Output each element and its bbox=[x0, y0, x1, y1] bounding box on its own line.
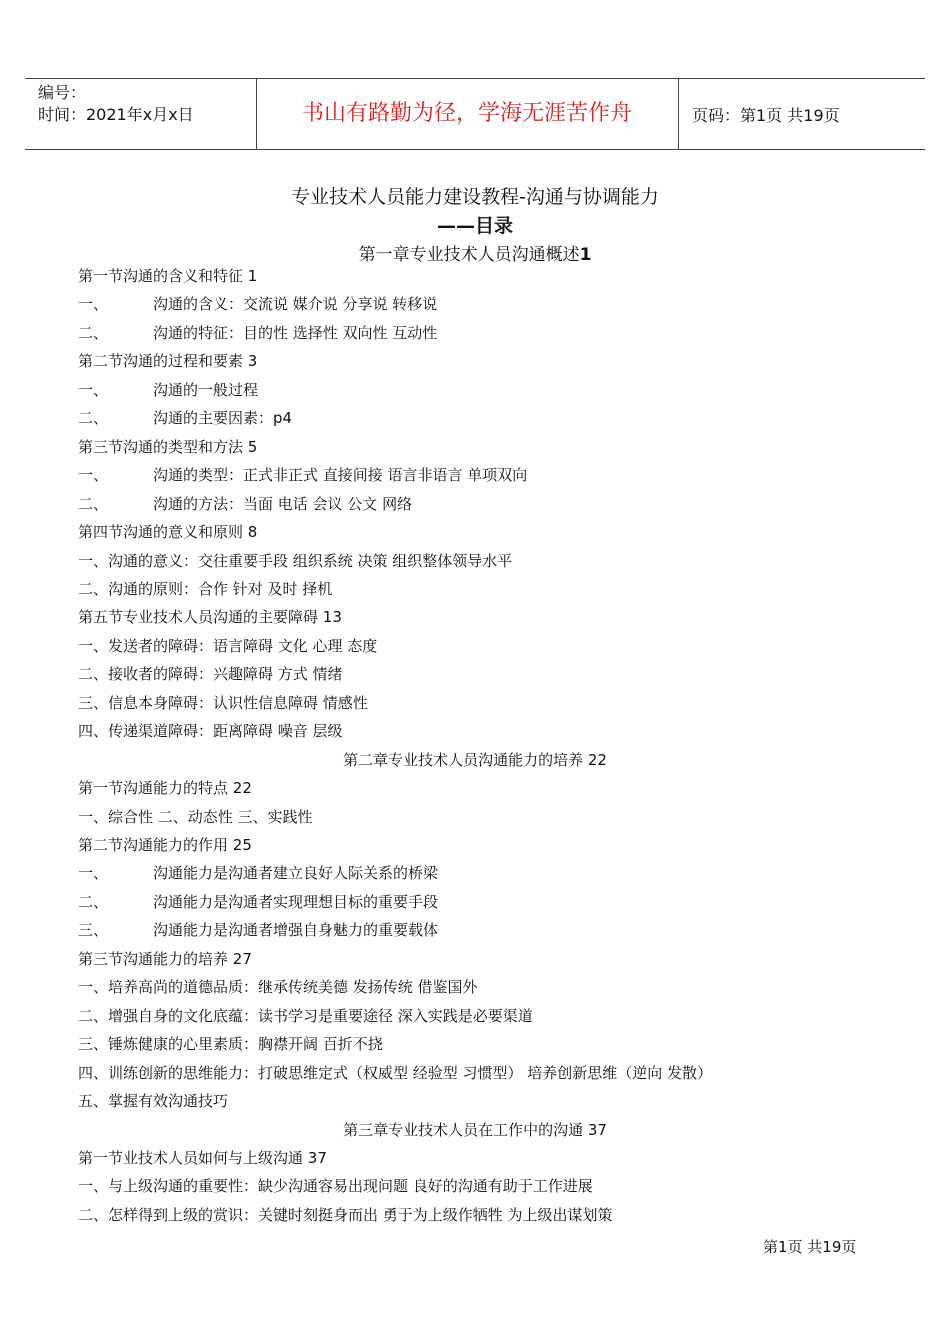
toc-item-number: 二、 bbox=[78, 324, 109, 342]
document-subtitle: ——目录 bbox=[436, 215, 513, 237]
toc-item-text: 沟通能力是沟通者建立良好人际关系的桥梁 bbox=[153, 864, 439, 882]
header-number-label: 编号： bbox=[38, 83, 87, 102]
toc-line: 一、沟通的意义：交往重要手段 组织系统 决策 组织整体领导水平 bbox=[78, 552, 513, 570]
toc-line: 三、信息本身障碍：认识性信息障碍 情感性 bbox=[78, 694, 368, 712]
toc-line: 二、怎样得到上级的赏识：关键时刻挺身而出 勇于为上级作牺牲 为上级出谋划策 bbox=[78, 1206, 613, 1224]
toc-line: 一、与上级沟通的重要性：缺少沟通容易出现问题 良好的沟通有助于工作进展 bbox=[78, 1177, 593, 1195]
toc-line: 一、发送者的障碍：语言障碍 文化 心理 态度 bbox=[78, 637, 378, 655]
toc-item bbox=[78, 465, 527, 485]
toc-item-number: 一、 bbox=[78, 295, 109, 313]
toc-item-text: 沟通的特征：目的性 选择性 双向性 互动性 bbox=[153, 324, 438, 342]
toc-item-text: 沟通的含义：交流说 媒介说 分享说 转移说 bbox=[153, 295, 438, 313]
toc-line: 第四节沟通的意义和原则 8 bbox=[78, 523, 258, 541]
toc-line: 五、掌握有效沟通技巧 bbox=[78, 1092, 229, 1110]
toc-item-text: 沟通能力是沟通者增强自身魅力的重要载体 bbox=[153, 921, 439, 939]
toc-item bbox=[78, 408, 292, 428]
chapter-1-page: 1 bbox=[579, 245, 592, 265]
toc-line: 二、接收者的障碍：兴趣障碍 方式 情绪 bbox=[78, 665, 343, 683]
toc-line: 第三节沟通能力的培养 27 bbox=[78, 950, 252, 968]
toc-line: 一、培养高尚的道德品质：继承传统美德 发扬传统 借鉴国外 bbox=[78, 978, 478, 996]
toc-line: 四、训练创新的思维能力：打破思维定式（权威型 经验型 习惯型） 培养创新思维（逆向 发散） bbox=[78, 1064, 713, 1082]
chapter-1-title: 第一章专业技术人员沟通概述 bbox=[358, 245, 580, 265]
header-motto: 书山有路勤为径，学海无涯苦作舟 bbox=[301, 101, 632, 126]
toc-item-text: 沟通的一般过程 bbox=[153, 381, 259, 399]
toc-line: 第一节沟通能力的特点 22 bbox=[78, 779, 252, 797]
toc-item-number: 一、 bbox=[78, 466, 109, 484]
toc-line: 二、沟通的原则：合作 针对 及时 择机 bbox=[78, 580, 333, 598]
chapter-heading: 第二章专业技术人员沟通能力的培养 22 bbox=[343, 751, 607, 769]
toc-item bbox=[78, 323, 437, 343]
toc-item bbox=[78, 892, 438, 912]
toc-item bbox=[78, 920, 438, 940]
header-time-label: 时间：2021年x月x日 bbox=[38, 105, 194, 124]
toc-line: 第五节专业技术人员沟通的主要障碍 13 bbox=[78, 608, 342, 626]
header-bottom-rule bbox=[25, 149, 925, 150]
toc-item-number: 一、 bbox=[78, 381, 109, 399]
toc-item bbox=[78, 863, 438, 883]
toc-line: 第二节沟通能力的作用 25 bbox=[78, 836, 252, 854]
header-page-info: 页码：第1页 共19页 bbox=[692, 106, 840, 125]
toc-item-number: 二、 bbox=[78, 495, 109, 513]
header-top-rule bbox=[25, 78, 925, 79]
toc-item-text: 沟通能力是沟通者实现理想目标的重要手段 bbox=[153, 893, 439, 911]
toc-item bbox=[78, 494, 412, 514]
toc-line: 四、传递渠道障碍：距离障碍 噪音 层级 bbox=[78, 722, 343, 740]
toc-line: 三、锤炼健康的心里素质：胸襟开阔 百折不挠 bbox=[78, 1035, 383, 1053]
toc-item-number: 二、 bbox=[78, 409, 109, 427]
toc-item-text: 沟通的方法：当面 电话 会议 公文 网络 bbox=[153, 495, 413, 513]
toc-item-number: 三、 bbox=[78, 921, 109, 939]
toc-item-number: 一、 bbox=[78, 864, 109, 882]
toc-line: 一、综合性 二、动态性 三、实践性 bbox=[78, 808, 313, 826]
toc-item-text: 沟通的类型：正式非正式 直接间接 语言非语言 单项双向 bbox=[153, 466, 528, 484]
page-footer: 第1页 共19页 bbox=[763, 1238, 857, 1256]
toc-line: 第一节业技术人员如何与上级沟通 37 bbox=[78, 1149, 327, 1167]
chapter-1-heading bbox=[0, 240, 950, 265]
toc-line: 第三节沟通的类型和方法 5 bbox=[78, 438, 258, 456]
toc-line: 第二节沟通的过程和要素 3 bbox=[78, 352, 258, 370]
toc-line: 第一节沟通的含义和特征 1 bbox=[78, 267, 258, 285]
toc-item-number: 二、 bbox=[78, 893, 109, 911]
toc-item bbox=[78, 294, 437, 314]
toc-item-text: 沟通的主要因素：p4 bbox=[153, 409, 293, 427]
toc-line: 二、增强自身的文化底蕴：读书学习是重要途径 深入实践是必要渠道 bbox=[78, 1007, 533, 1025]
toc-item bbox=[78, 380, 258, 400]
chapter-heading: 第三章专业技术人员在工作中的沟通 37 bbox=[343, 1121, 607, 1139]
header-divider-right bbox=[678, 78, 679, 149]
document-title: 专业技术人员能力建设教程-沟通与协调能力 bbox=[291, 186, 659, 208]
